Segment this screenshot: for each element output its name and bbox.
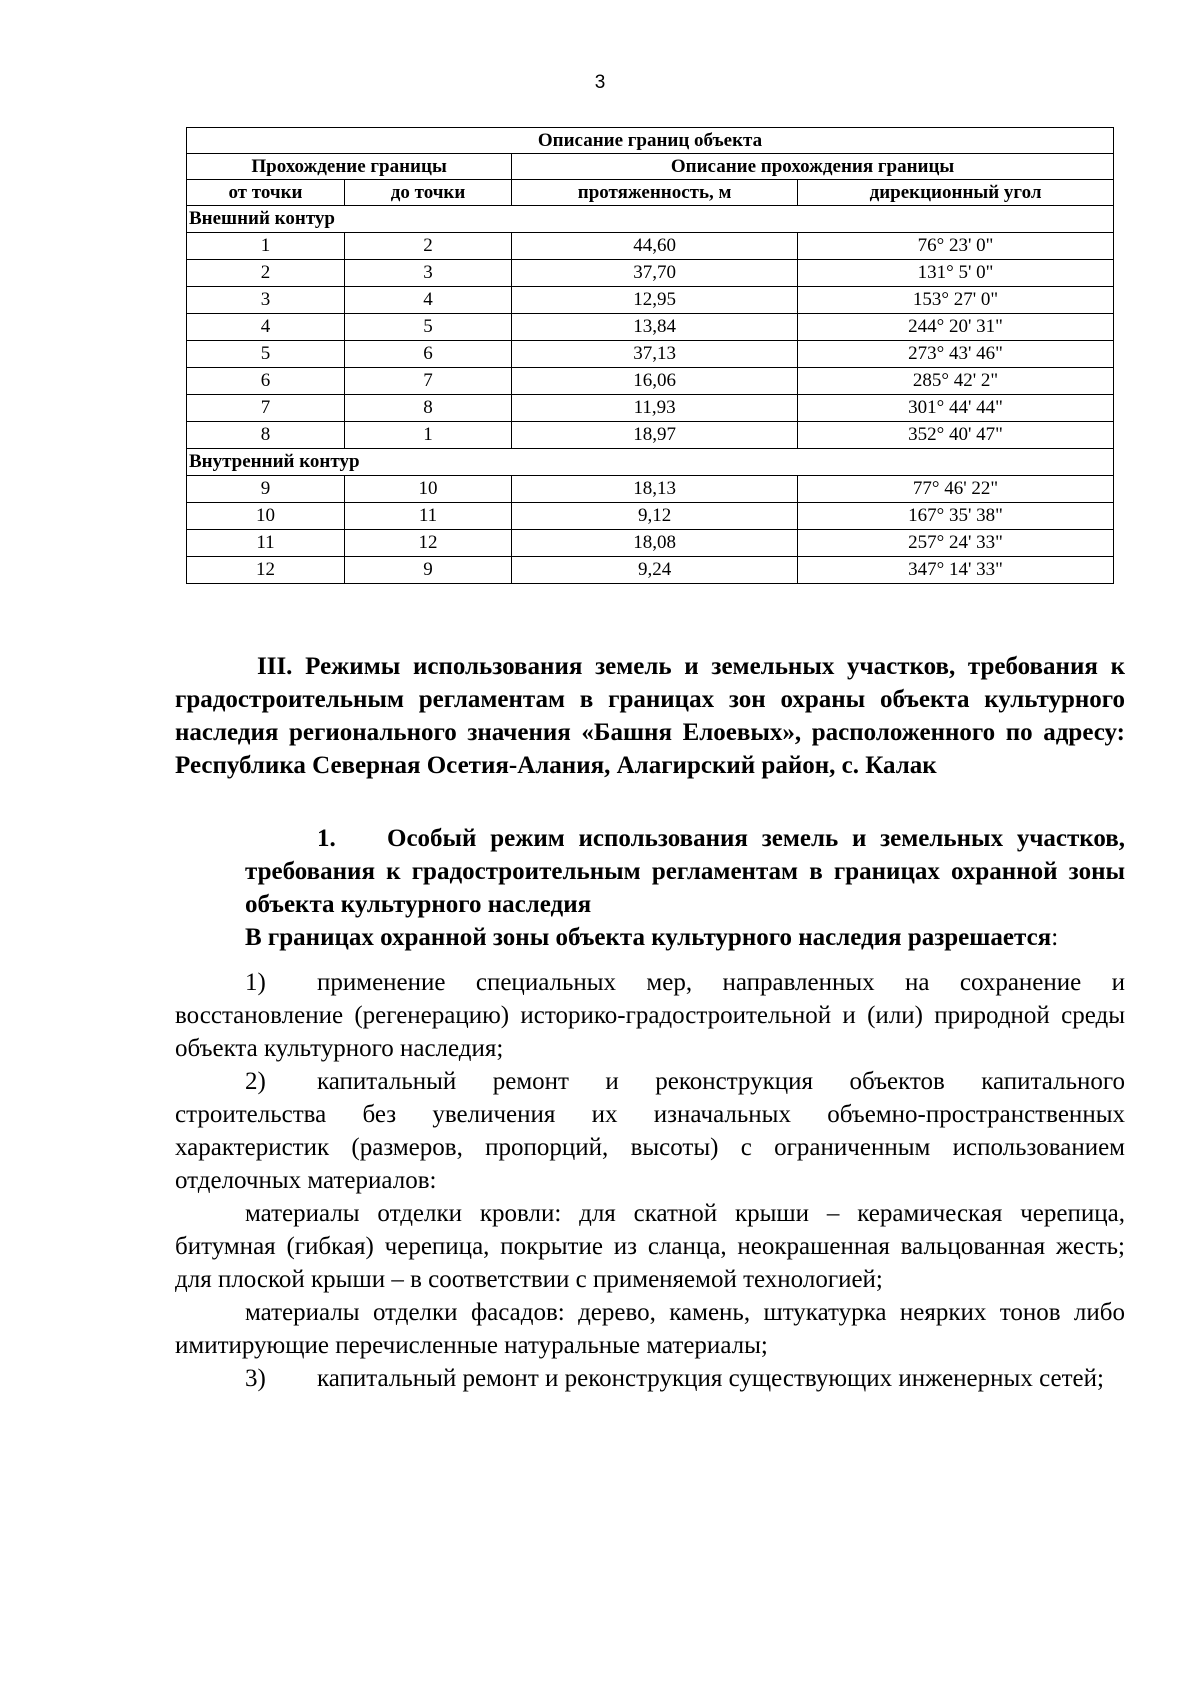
cell-to: 4 <box>344 287 511 314</box>
cell-from: 8 <box>187 422 345 449</box>
cell-to: 2 <box>344 233 511 260</box>
list-item <box>175 1362 1125 1395</box>
cell-angle: 347° 14' 33" <box>798 557 1114 584</box>
table-title: Описание границ объекта <box>187 128 1114 154</box>
cell-to: 7 <box>344 368 511 395</box>
cell-angle: 352° 40' 47" <box>798 422 1114 449</box>
cell-length: 9,24 <box>512 557 798 584</box>
cell-length: 18,08 <box>512 530 798 557</box>
table-row <box>187 395 1114 422</box>
table-row <box>187 557 1114 584</box>
table-row <box>187 314 1114 341</box>
table-row <box>187 368 1114 395</box>
cell-length: 13,84 <box>512 314 798 341</box>
cell-angle: 301° 44' 44" <box>798 395 1114 422</box>
cell-length: 18,13 <box>512 476 798 503</box>
table-row <box>187 260 1114 287</box>
subsection-title: Особый режим использования земель и земельных участков, требования к градостроительным регламентам в границах охранной зоны объекта культурного наследия <box>245 825 1125 918</box>
cell-to: 5 <box>344 314 511 341</box>
table-row <box>187 422 1114 449</box>
col-header-to: до точки <box>344 180 511 206</box>
cell-angle: 167° 35' 38" <box>798 503 1114 530</box>
list-item-text: капитальный ремонт и реконструкция объектов капитального строительства без увеличения их изначальных объемно-пространственных характеристик (размеров, пропорций, высоты) с ограниченным использованием отделочных материалов: <box>175 1068 1125 1194</box>
cell-length: 11,93 <box>512 395 798 422</box>
page-number: 3 <box>594 72 606 93</box>
cell-from: 11 <box>187 530 345 557</box>
cell-to: 3 <box>344 260 511 287</box>
cell-length: 37,13 <box>512 341 798 368</box>
table-row <box>187 503 1114 530</box>
list-item <box>175 966 1125 1065</box>
cell-from: 9 <box>187 476 345 503</box>
subsection-heading <box>245 822 1125 921</box>
cell-length: 37,70 <box>512 260 798 287</box>
col-header-length: протяженность, м <box>512 180 798 206</box>
cell-from: 12 <box>187 557 345 584</box>
cell-from: 4 <box>187 314 345 341</box>
cell-angle: 285° 42' 2" <box>798 368 1114 395</box>
list-item-text: капитальный ремонт и реконструкция существующих инженерных сетей; <box>317 1365 1104 1392</box>
cell-from: 6 <box>187 368 345 395</box>
document-body <box>175 650 1125 1395</box>
table-row <box>187 476 1114 503</box>
boundary-table <box>186 127 1114 584</box>
col-header-from: от точки <box>187 180 345 206</box>
lead-paragraph <box>175 921 1125 954</box>
cell-length: 44,60 <box>512 233 798 260</box>
section-row <box>187 449 1114 476</box>
cell-from: 3 <box>187 287 345 314</box>
cell-angle: 257° 24' 33" <box>798 530 1114 557</box>
section-row <box>187 206 1114 233</box>
list-item-number: 2) <box>245 1068 266 1095</box>
section-label: Внутренний контур <box>187 449 1114 476</box>
cell-from: 1 <box>187 233 345 260</box>
table-body <box>187 206 1114 584</box>
cell-angle: 273° 43' 46" <box>798 341 1114 368</box>
section-heading: III. Режимы использования земель и земельных участков, требования к градостроительным регламентам в границах зон охраны объекта культурного наследия регионального значения «Башня Елоевых», расположенного по адресу: Республика Северная Осетия-Алания, Алагирский район, с. Калак <box>175 653 1125 779</box>
col-header-angle: дирекционный угол <box>798 180 1114 206</box>
group-header-passage: Прохождение границы <box>187 154 512 180</box>
cell-angle: 244° 20' 31" <box>798 314 1114 341</box>
cell-angle: 131° 5' 0" <box>798 260 1114 287</box>
list-item <box>175 1065 1125 1197</box>
cell-angle: 76° 23' 0" <box>798 233 1114 260</box>
table-row <box>187 233 1114 260</box>
table-row <box>187 530 1114 557</box>
cell-to: 10 <box>344 476 511 503</box>
lead-colon: : <box>1051 924 1059 951</box>
cell-length: 9,12 <box>512 503 798 530</box>
list-item-text: применение специальных мер, направленных на сохранение и восстановление (регенерацию) историко-градостроительной и (или) природной среды объекта культурного наследия; <box>175 969 1125 1062</box>
cell-angle: 153° 27' 0" <box>798 287 1114 314</box>
cell-to: 11 <box>344 503 511 530</box>
group-header-description: Описание прохождения границы <box>512 154 1114 180</box>
section-label: Внешний контур <box>187 206 1114 233</box>
paragraph-facade-materials: материалы отделки фасадов: дерево, камень, штукатурка неярких тонов либо имитирующие перечисленные натуральные материалы; <box>175 1299 1125 1359</box>
cell-from: 7 <box>187 395 345 422</box>
cell-from: 10 <box>187 503 345 530</box>
cell-from: 5 <box>187 341 345 368</box>
cell-from: 2 <box>187 260 345 287</box>
cell-angle: 77° 46' 22" <box>798 476 1114 503</box>
list-item-number: 3) <box>245 1365 266 1392</box>
cell-length: 16,06 <box>512 368 798 395</box>
cell-to: 12 <box>344 530 511 557</box>
cell-to: 9 <box>344 557 511 584</box>
list-item-number: 1) <box>245 969 266 996</box>
subsection-number: 1. <box>317 825 336 852</box>
paragraph-roof-materials: материалы отделки кровли: для скатной крыши – керамическая черепица, битумная (гибкая) черепица, покрытие из сланца, неокрашенная вальцованная жесть; для плоской крыши – в соответствии с применяемой технологией; <box>175 1200 1125 1293</box>
cell-to: 8 <box>344 395 511 422</box>
table-row <box>187 287 1114 314</box>
lead-text: В границах охранной зоны объекта культурного наследия разрешается <box>245 924 1052 951</box>
cell-length: 18,97 <box>512 422 798 449</box>
cell-to: 1 <box>344 422 511 449</box>
cell-length: 12,95 <box>512 287 798 314</box>
cell-to: 6 <box>344 341 511 368</box>
table-row <box>187 341 1114 368</box>
